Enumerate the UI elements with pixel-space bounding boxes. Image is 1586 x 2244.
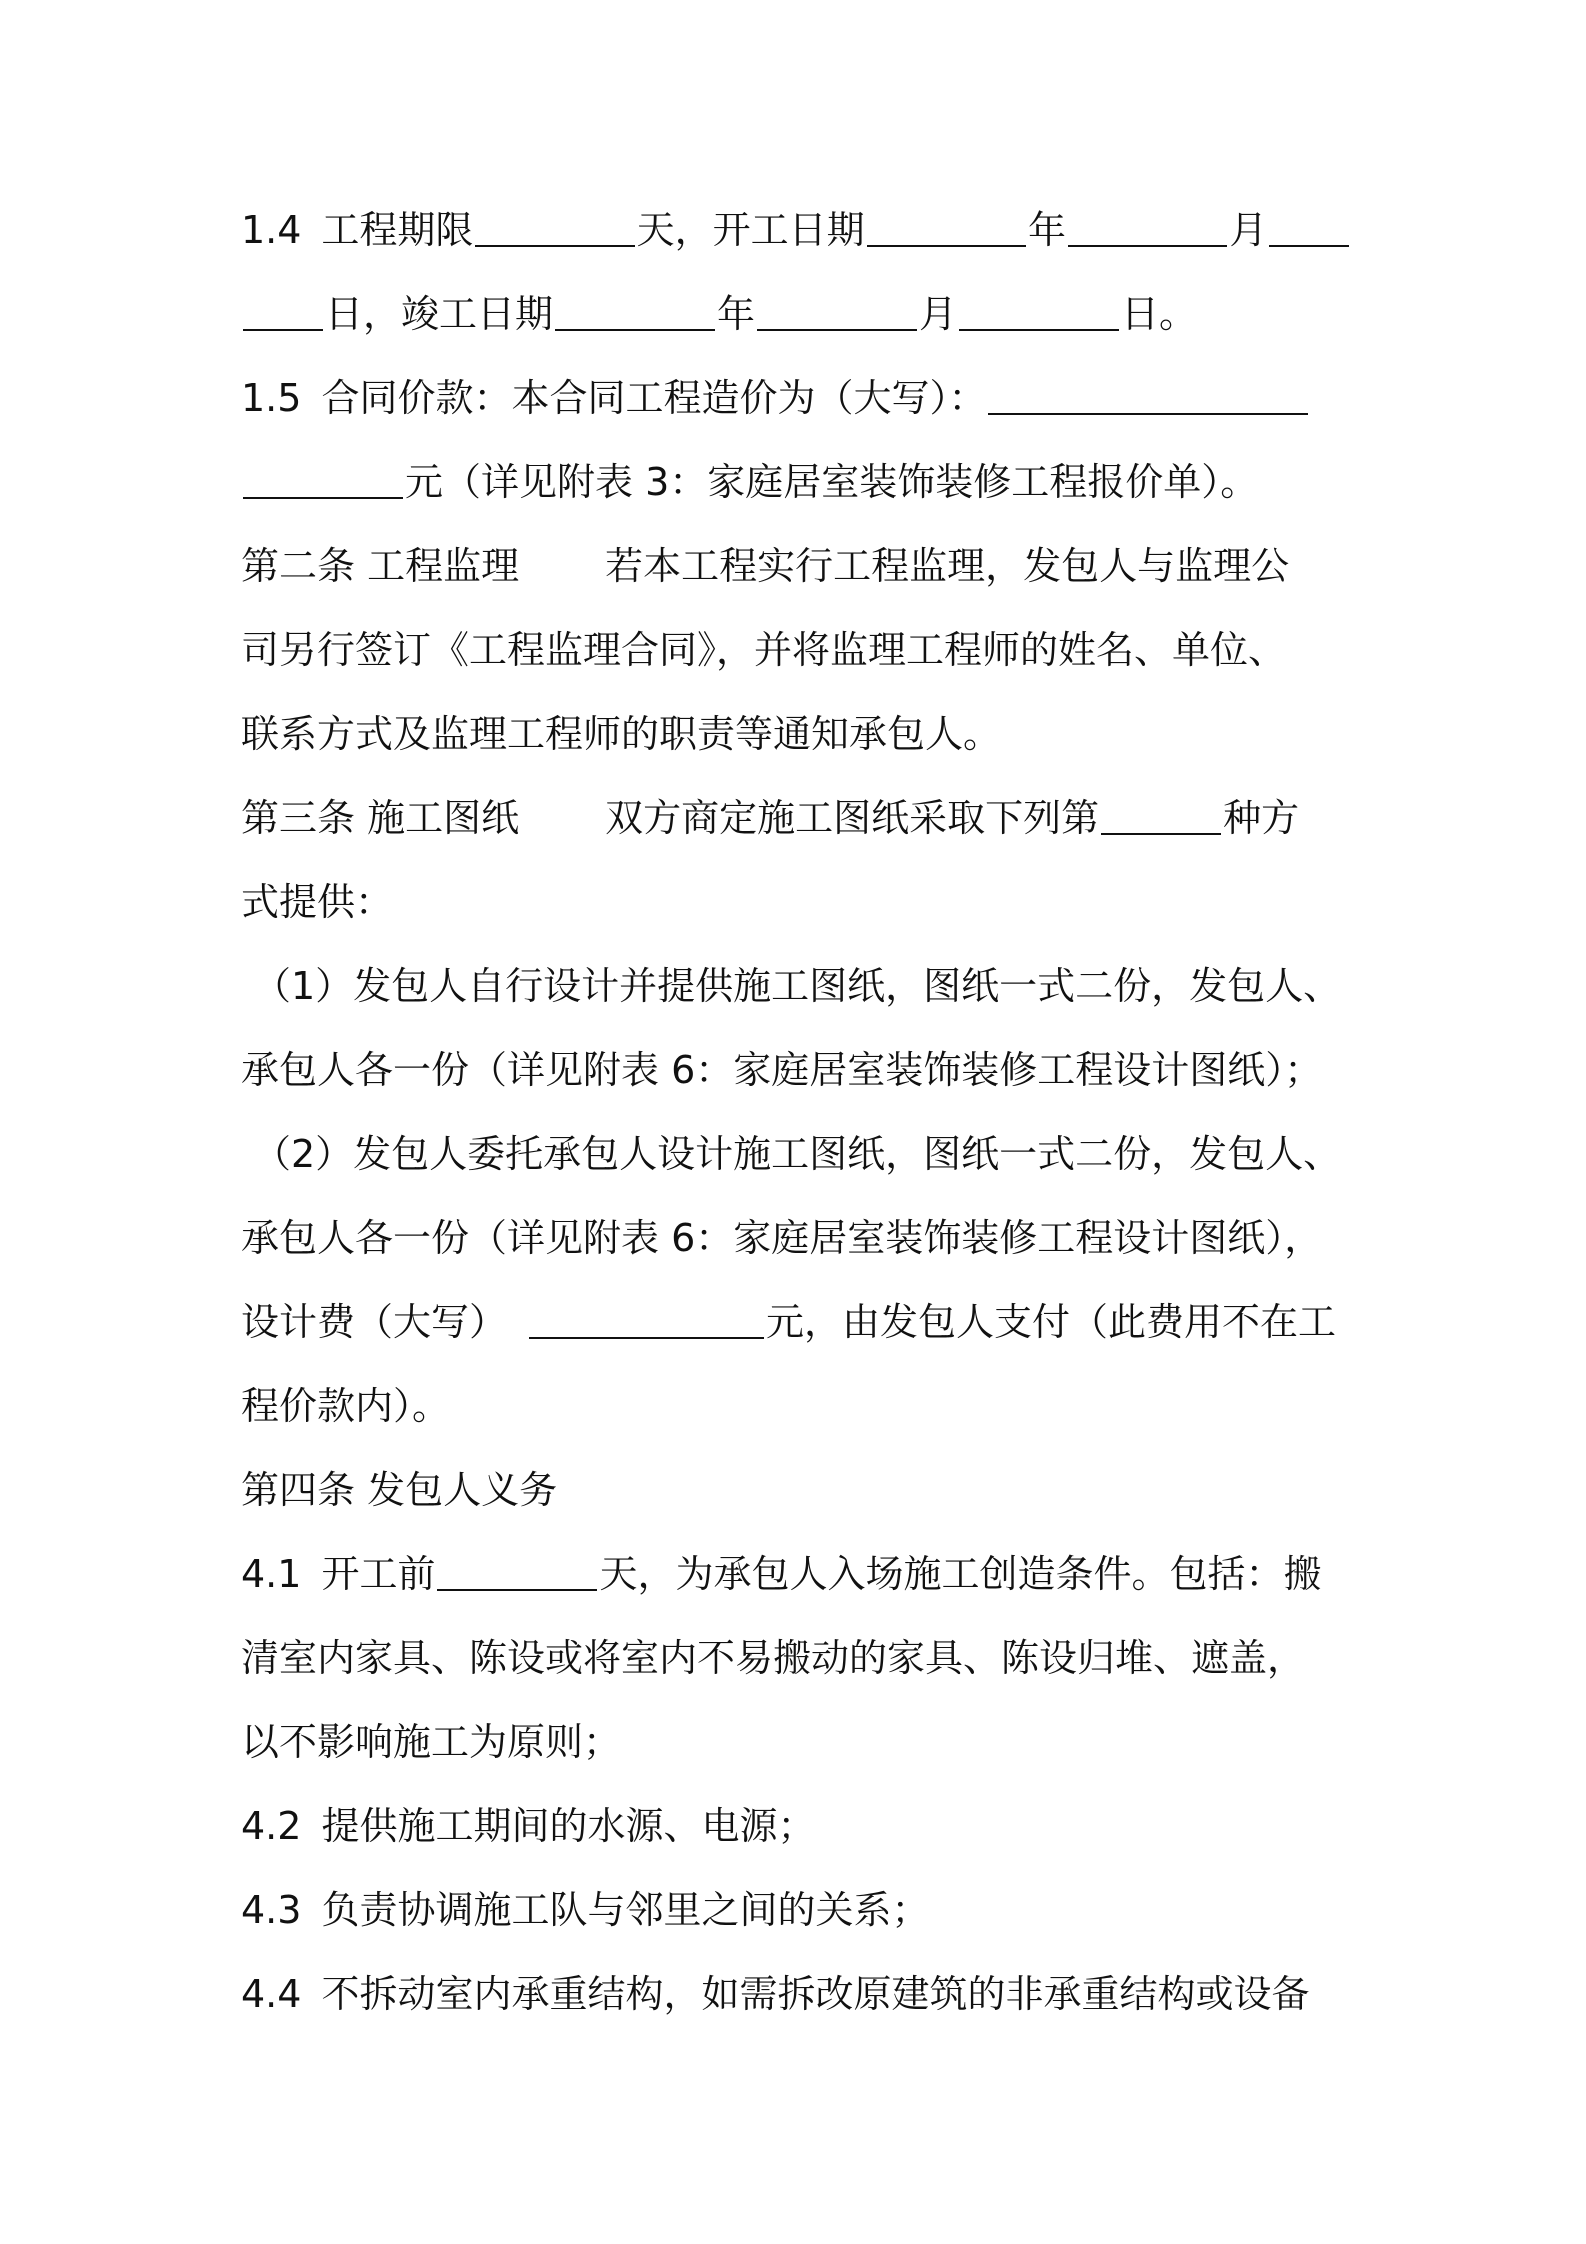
clause-text: 月 [919, 292, 958, 336]
clause-text: 开工前 [321, 1552, 436, 1596]
clause-4-1-line-3 [241, 1700, 1351, 1784]
option-text: 承包人各一份（详见附表 6：家庭居室装饰装修工程设计图纸）， [241, 1216, 1323, 1260]
article-title: 第四条 发包人义务 [241, 1468, 558, 1512]
clause-number: 4.2 [241, 1804, 302, 1848]
clause-1-4-line-1 [241, 188, 1351, 272]
blank-field-end-year[interactable] [555, 291, 715, 331]
article-text: 联系方式及监理工程师的职责等通知承包人。 [241, 712, 1002, 756]
clause-text: 负责协调施工队与邻里之间的关系； [321, 1888, 930, 1932]
article-text: 若本工程实行工程监理，发包人与监理公 [605, 544, 1290, 588]
clause-text: 月 [1229, 208, 1268, 252]
article-text: 司另行签订《工程监理合同》，并将监理工程师的姓名、单位、 [241, 628, 1287, 672]
article-3-option-2-line-1 [241, 1112, 1351, 1196]
clause-4-1-line-1 [241, 1532, 1351, 1616]
option-text: （2）发包人委托承包人设计施工图纸，图纸一式二份，发包人、 [253, 1132, 1342, 1176]
clause-4-4-line [241, 1952, 1351, 2036]
article-text: 种方 [1223, 796, 1300, 840]
clause-text: 日，竣工日期 [325, 292, 554, 336]
clause-1-5-line-2 [241, 440, 1351, 524]
clause-4-1-line-2 [241, 1616, 1351, 1700]
clause-text: 清室内家具、陈设或将室内不易搬动的家具、陈设归堆、遮盖， [241, 1636, 1306, 1680]
clause-number: 4.4 [241, 1972, 302, 2016]
article-3-option-1-line-1 [241, 944, 1351, 1028]
article-text: 双方商定施工图纸采取下列第 [605, 796, 1100, 840]
clause-text: 工程期限 [321, 208, 474, 252]
option-text: 元，由发包人支付（此费用不在工 [766, 1300, 1337, 1344]
blank-field-start-day-cont[interactable] [243, 291, 323, 331]
blank-field-end-day[interactable] [959, 291, 1119, 331]
clause-text: 合同价款：本合同工程造价为（大写）： [321, 376, 987, 420]
blank-field-start-month[interactable] [1068, 207, 1227, 247]
article-3-option-2-line-4 [241, 1364, 1351, 1448]
clause-text: 不拆动室内承重结构，如需拆改原建筑的非承重结构或设备 [321, 1972, 1310, 2016]
clause-1-5-line-1 [241, 356, 1351, 440]
clause-number: 4.1 [241, 1552, 302, 1596]
clause-text: 天，为承包人入场施工创造条件。包括：搬 [599, 1552, 1322, 1596]
blank-field-start-day[interactable] [1269, 207, 1349, 247]
clause-text: 元（详见附表 3：家庭居室装饰装修工程报价单）。 [405, 460, 1259, 504]
clause-4-2-line [241, 1784, 1351, 1868]
clause-1-4-line-2 [241, 272, 1351, 356]
article-title: 第三条 施工图纸 [241, 796, 520, 840]
option-text: （1）发包人自行设计并提供施工图纸，图纸一式二份，发包人、 [253, 964, 1342, 1008]
clause-4-3-line [241, 1868, 1351, 1952]
article-2-line-3 [241, 692, 1351, 776]
article-title: 第二条 工程监理 [241, 544, 520, 588]
clause-text: 年 [717, 292, 756, 336]
blank-field-design-fee[interactable] [529, 1299, 764, 1339]
article-3-option-2-line-2 [241, 1196, 1351, 1280]
clause-number: 1.5 [241, 376, 302, 420]
blank-field-end-month[interactable] [757, 291, 917, 331]
clause-number: 1.4 [241, 208, 302, 252]
blank-field-start-year[interactable] [867, 207, 1026, 247]
option-text: 承包人各一份（详见附表 6：家庭居室装饰装修工程设计图纸）； [241, 1048, 1323, 1092]
blank-field-drawing-option[interactable] [1101, 795, 1221, 835]
clause-text: 日。 [1121, 292, 1198, 336]
article-3-line-2 [241, 860, 1351, 944]
blank-field-contract-price[interactable] [988, 375, 1308, 415]
clause-text: 天，开工日期 [636, 208, 865, 252]
blank-field-contract-price-cont[interactable] [243, 459, 403, 499]
article-2-line-1 [241, 524, 1351, 608]
option-text: 程价款内）。 [241, 1384, 451, 1428]
blank-field-duration-days[interactable] [475, 207, 634, 247]
article-3-line-1 [241, 776, 1351, 860]
article-3-option-2-line-3 [241, 1280, 1351, 1364]
option-text: 设计费（大写） [241, 1300, 508, 1344]
clause-text: 年 [1028, 208, 1067, 252]
article-4-title-line [241, 1448, 1351, 1532]
clause-number: 4.3 [241, 1888, 302, 1932]
blank-field-days-before-start[interactable] [437, 1551, 597, 1591]
clause-text: 提供施工期间的水源、电源； [321, 1804, 816, 1848]
article-text: 式提供： [241, 880, 394, 924]
article-3-option-1-line-2 [241, 1028, 1351, 1112]
clause-text: 以不影响施工为原则； [241, 1720, 622, 1764]
contract-page [241, 188, 1351, 2036]
article-2-line-2 [241, 608, 1351, 692]
